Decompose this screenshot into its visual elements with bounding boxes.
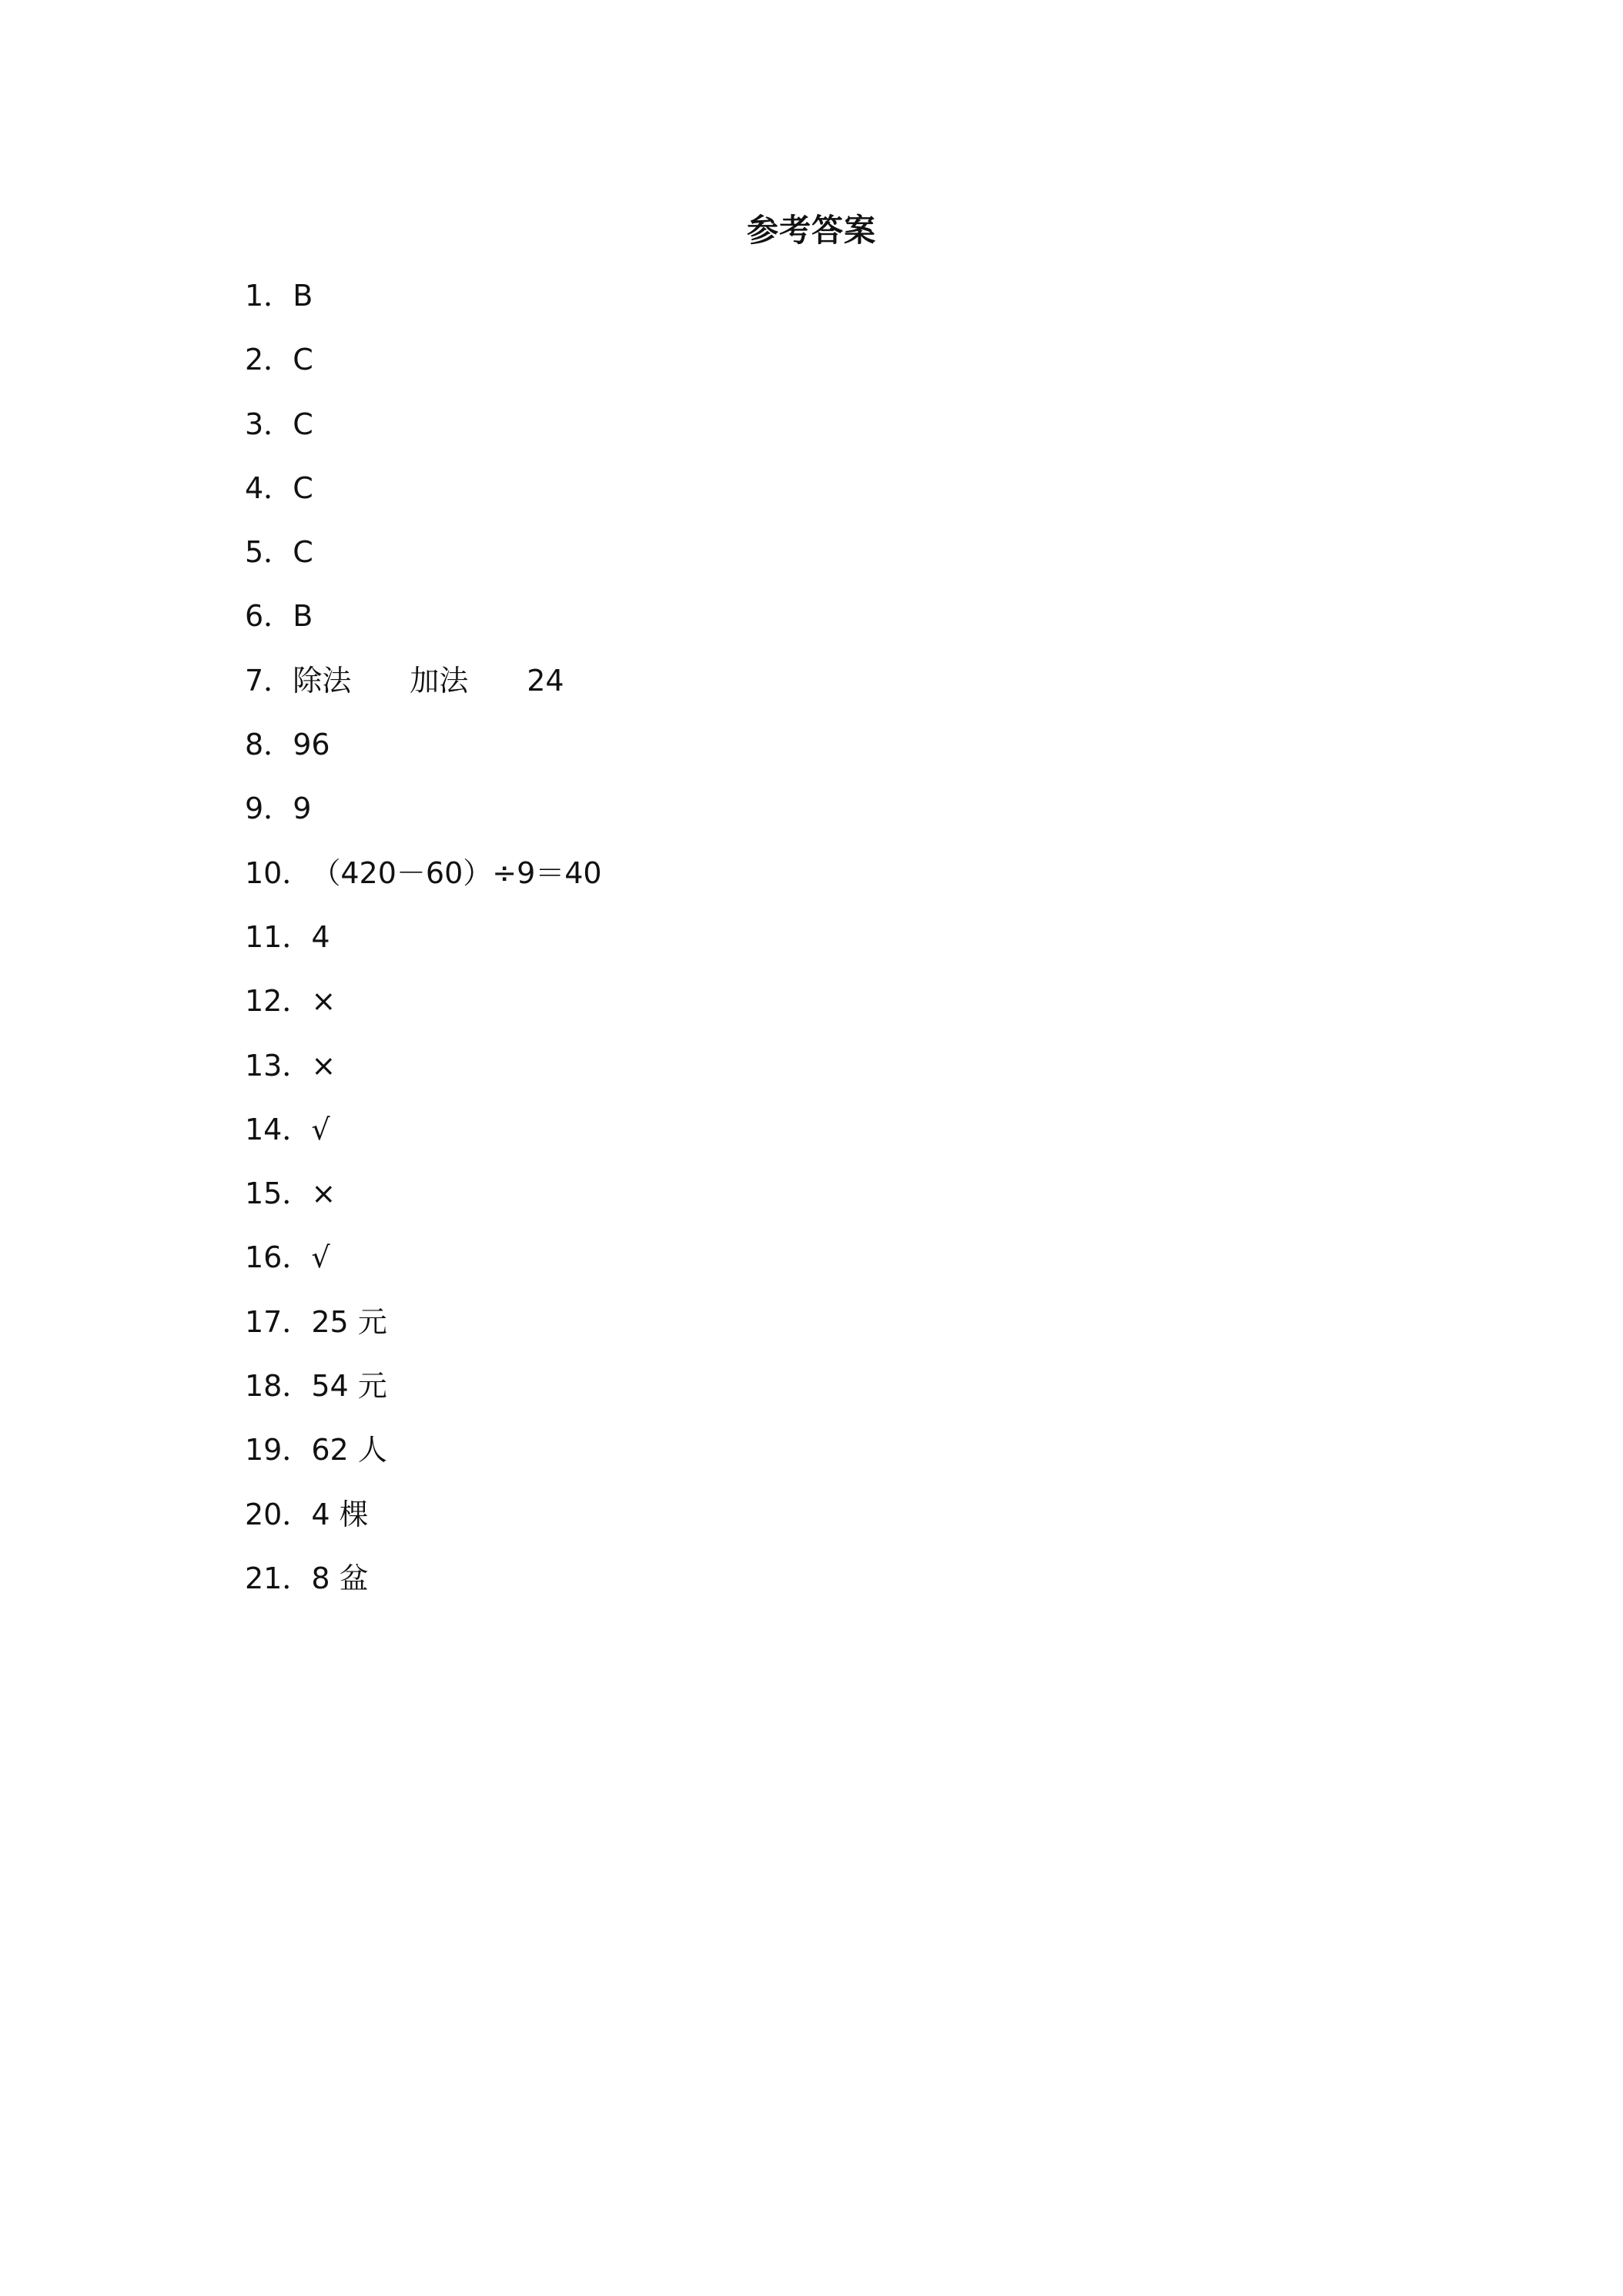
answer-number: 10． [245, 855, 312, 890]
answer-text: √ [311, 1240, 330, 1275]
answer-number: 9． [245, 792, 293, 826]
answer-text: 8 盆 [311, 1561, 369, 1595]
answer-item [245, 1171, 602, 1235]
answer-text: 54 元 [311, 1369, 387, 1404]
answer-item [245, 530, 602, 594]
answer-item [245, 1235, 602, 1299]
answer-item [245, 402, 602, 466]
answer-text: 62 人 [311, 1433, 387, 1468]
answer-text: × [311, 984, 336, 1019]
answer-number: 21． [245, 1561, 312, 1595]
answer-number: 18． [245, 1369, 312, 1404]
answer-item [245, 1300, 602, 1364]
answer-text: × [311, 1176, 336, 1211]
answer-number: 4． [245, 470, 293, 505]
answer-number: 20． [245, 1497, 312, 1531]
answer-number: 16． [245, 1240, 312, 1275]
answer-number: 13． [245, 1048, 312, 1083]
answer-number: 5． [245, 535, 293, 570]
answer-number: 8． [245, 728, 293, 762]
answer-item [245, 915, 602, 979]
answer-item [245, 273, 602, 337]
answer-item [245, 1107, 602, 1171]
answer-text: 4 [311, 919, 330, 954]
answer-item [245, 1427, 602, 1491]
answer-number: 7． [245, 663, 293, 698]
answer-text: × [311, 1048, 336, 1083]
answer-item [245, 1492, 602, 1556]
answer-number: 2． [245, 343, 293, 377]
answer-text: 96 [293, 728, 330, 762]
answer-item [245, 337, 602, 401]
answer-item [245, 594, 602, 658]
answer-text: （420－60）÷9＝40 [311, 855, 602, 890]
answer-text: C [293, 407, 313, 441]
answer-item [245, 722, 602, 786]
answer-text: C [293, 535, 313, 570]
answer-item [245, 466, 602, 530]
answer-text: B [293, 599, 313, 634]
answer-number: 17． [245, 1304, 312, 1339]
answer-text: 4 棵 [311, 1497, 369, 1531]
answer-number: 15． [245, 1176, 312, 1211]
page-title: 参考答案 [747, 212, 876, 249]
answer-item [245, 786, 602, 850]
answer-list [245, 273, 602, 1620]
answer-item [245, 979, 602, 1043]
answer-number: 14． [245, 1112, 312, 1146]
answer-number: 6． [245, 599, 293, 634]
answer-item [245, 658, 602, 722]
answer-number: 11． [245, 919, 312, 954]
answer-number: 1． [245, 279, 293, 313]
answer-item [245, 1556, 602, 1620]
answer-item [245, 1043, 602, 1107]
answer-text: 9 [293, 792, 312, 826]
answer-text: 除法 加法 24 [293, 663, 564, 698]
answer-number: 3． [245, 407, 293, 441]
answer-number: 19． [245, 1433, 312, 1468]
answer-text: C [293, 343, 313, 377]
answer-item [245, 851, 602, 915]
answer-text: √ [311, 1112, 330, 1146]
answer-item [245, 1364, 602, 1427]
answer-number: 12． [245, 984, 312, 1019]
answer-text: 25 元 [311, 1304, 387, 1339]
answer-text: C [293, 470, 313, 505]
answer-text: B [293, 279, 313, 313]
